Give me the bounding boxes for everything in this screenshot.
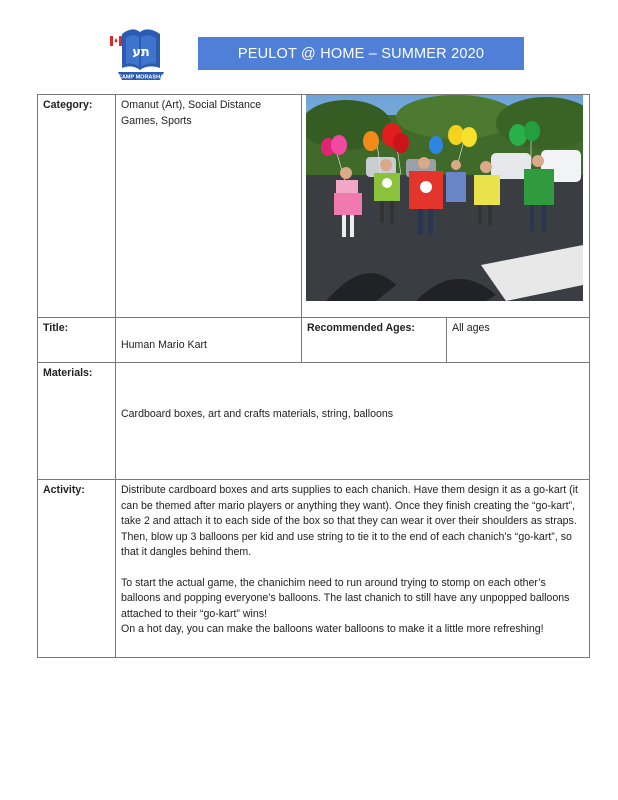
ages-label: Recommended Ages:	[302, 318, 447, 363]
activity-paragraph-3: On a hot day, you can make the balloons water balloons to make it a little more refreshing!	[121, 623, 544, 635]
title-value: Human Mario Kart	[116, 318, 302, 363]
activity-text	[116, 480, 590, 658]
row-category	[38, 95, 590, 318]
camp-logo	[108, 24, 168, 86]
kids-costume-photo	[306, 95, 583, 301]
category-value: Omanut (Art), Social Distance Games, Sports	[116, 95, 302, 318]
activity-label: Activity:	[38, 480, 116, 658]
row-title	[38, 318, 590, 363]
logo-text: CAMP MORASHA	[117, 74, 165, 81]
banner-title: PEULOT @ HOME – SUMMER 2020	[198, 37, 524, 70]
materials-value: Cardboard boxes, art and crafts materials, string, balloons	[116, 363, 590, 480]
row-activity	[38, 480, 590, 658]
activity-paragraph-2: To start the actual game, the chanichim need to run around trying to stomp on each other’s balloons and popping everyone’s balloons. The last chanich to still have any unpopped balloons attached to their “go-kart” wins!	[121, 576, 570, 620]
materials-label: Materials:	[38, 363, 116, 480]
logo-letters: תע	[132, 45, 150, 60]
row-materials	[38, 363, 590, 480]
title-label: Title:	[38, 318, 116, 363]
category-label: Category:	[38, 95, 116, 318]
activity-sheet	[37, 94, 590, 658]
photo-cell	[302, 95, 590, 318]
ages-value: All ages	[447, 318, 590, 363]
activity-paragraph-1: Distribute cardboard boxes and arts supplies to each chanich. Have them design it as a go-kart (it can be themed after mario players or anything they want). Once they finish creating the “go-kart”, take 2 and attach it to each side of the box so that they can wear it over their shoulders as straps. Then, blow up 3 balloons per kid and use string to tie it to the end of each chanich’s “go-kart”, so that it dangles behind them.	[121, 484, 578, 558]
